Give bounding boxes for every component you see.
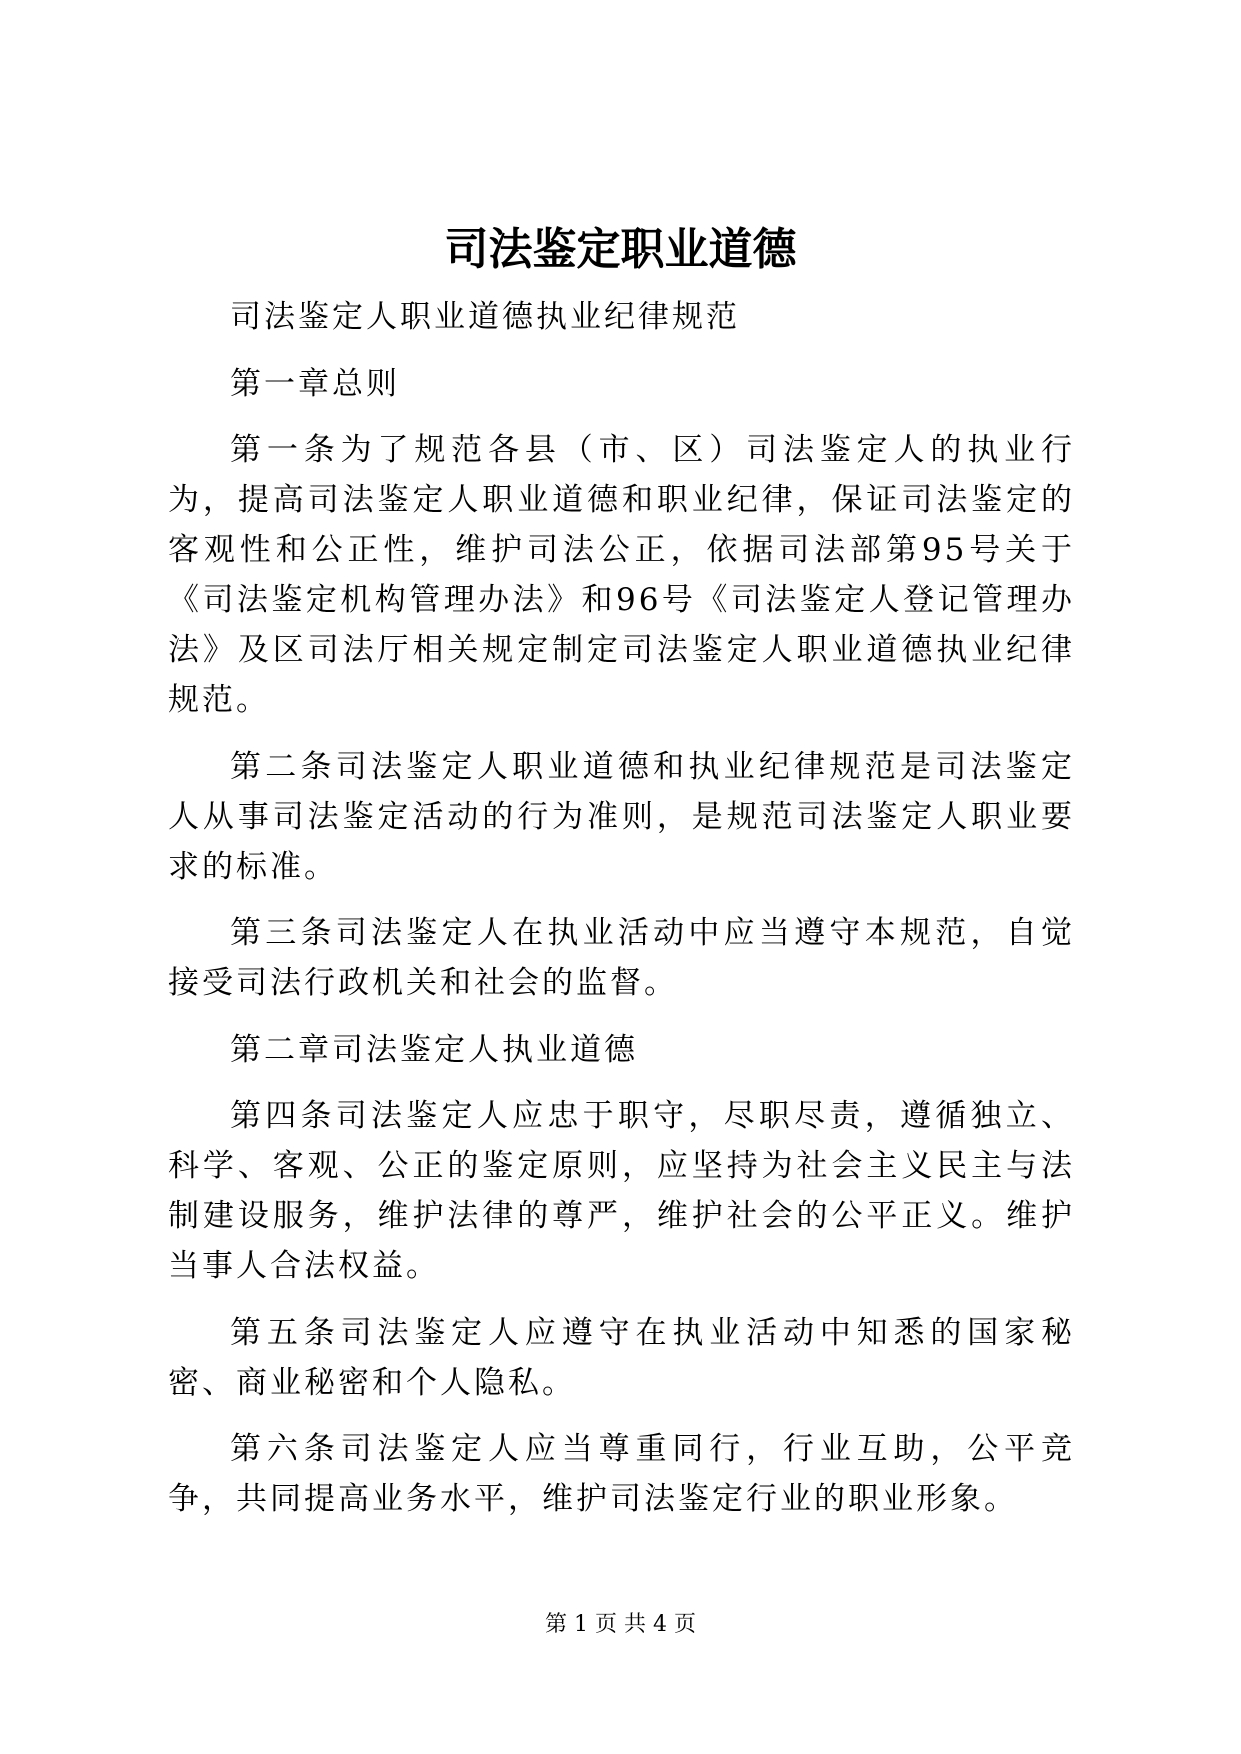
document-body [168, 292, 1075, 1541]
document-title: 司法鉴定职业道德 [444, 224, 797, 275]
paragraph-article-4: 第四条司法鉴定人应忠于职守，尽职尽责，遵循独立、科学、客观、公正的鉴定原则，应坚持为社会主义民主与法制建设服务，维护法律的尊严，维护社会的公平正义。维护当事人合法权益。 [168, 1098, 1075, 1284]
paragraph-article-2: 第二条司法鉴定人职业道德和执业纪律规范是司法鉴定人从事司法鉴定活动的行为准则，是规范司法鉴定人职业要求的标准。 [168, 748, 1075, 885]
paragraph-article-5: 第五条司法鉴定人应遵守在执业活动中知悉的国家秘密、商业秘密和个人隐私。 [168, 1314, 1075, 1401]
paragraph-article-3: 第三条司法鉴定人在执业活动中应当遵守本规范，自觉接受司法行政机关和社会的监督。 [168, 915, 1075, 1001]
paragraph-chapter-2: 第二章司法鉴定人执业道德 [230, 1031, 638, 1068]
paragraph-article-1: 第一条为了规范各县（市、区）司法鉴定人的执业行为，提高司法鉴定人职业道德和职业纪律，保证司法鉴定的客观性和公正性，维护司法公正，依据司法部第95号关于《司法鉴定机构管理办法》和96号《司法鉴定人登记管理办法》及区司法厅相关规定制定司法鉴定人职业道德执业纪律规范。 [168, 432, 1075, 718]
page-number-footer: 第 1 页 共 4 页 [545, 1612, 696, 1637]
paragraph-chapter-1: 第一章总则 [230, 365, 400, 402]
paragraph-subtitle: 司法鉴定人职业道德执业纪律规范 [230, 299, 740, 335]
paragraph-article-6: 第六条司法鉴定人应当尊重同行，行业互助，公平竞争，共同提高业务水平，维护司法鉴定行业的职业形象。 [168, 1431, 1075, 1517]
